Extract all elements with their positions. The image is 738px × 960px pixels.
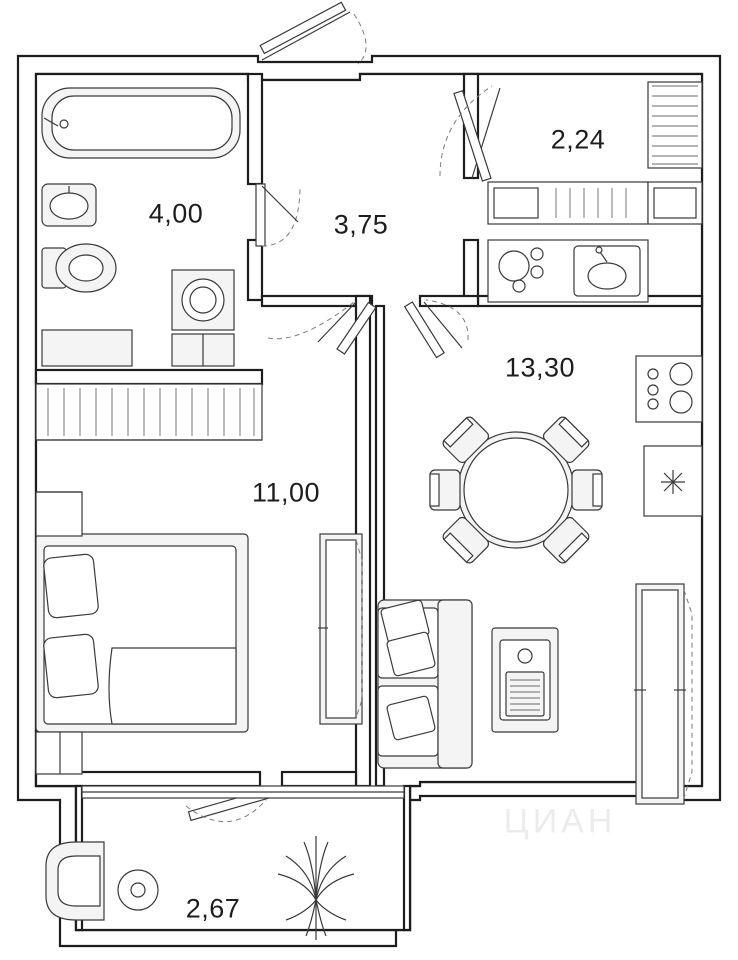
watermark: ЦИАН — [503, 802, 617, 841]
room-area-kitchen: 13,30 — [504, 352, 576, 383]
balcony-glazing — [82, 786, 404, 798]
room-area-hallway: 3,75 — [333, 209, 389, 240]
room-area-bedroom: 11,00 — [251, 477, 321, 508]
bedroom-furniture — [36, 492, 248, 774]
room-area-balcony: 2,67 — [185, 893, 241, 924]
room-area-bathroom: 4,00 — [148, 198, 204, 229]
wardrobe-bedroom — [36, 384, 262, 440]
room-area-storage: 2,24 — [550, 124, 606, 155]
wardrobe-storage — [648, 82, 702, 168]
